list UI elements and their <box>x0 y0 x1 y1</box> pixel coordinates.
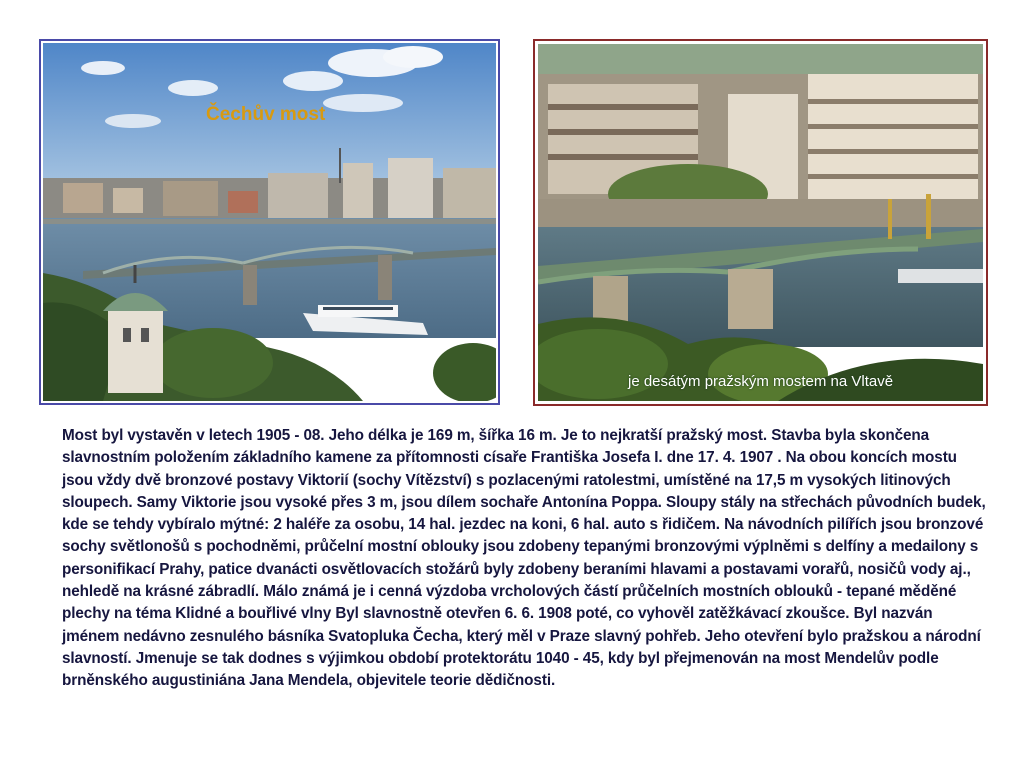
bridge-closeup-photo <box>533 39 988 406</box>
bridge-closeup-image <box>538 44 983 401</box>
bridge-panorama-image <box>43 43 496 401</box>
photo-caption: je desátým pražským mostem na Vltavě <box>628 373 894 390</box>
bridge-panorama-photo <box>39 39 500 405</box>
slide-title: Čechův most <box>206 104 326 125</box>
description-text: Most byl vystavěn v letech 1905 - 08. Jeho délka je 169 m, šířka 16 m. Je to nejkratší pražský most. Stavba byla skončena slavnostním položením základního kamene za přítomnosti císaře Františka Josefa I. dne 17. 4. 1907 . Na obou koncích mostu jsou vždy dvě bronzové postavy Viktorií (sochy Vítězství) s pozlacenými ratolestmi, umístěné na 17,5 m vysokých litinových sloupech. Samy Viktorie jsou vysoké přes 3 m, jsou dílem sochaře Antonína Poppa. Sloupy stály na střechách původních budek, kde se tehdy vybíralo mýtné: 2 haléře za osobu, 14 hal. jezdec na koni, 6 hal. auto s řidičem. Na návodních pilířích jsou bronzové sochy světlonošů s pochodněmi, průčelní mostní oblouky jsou zdobeny tepanými bronzovými výplněmi s delfíny a medailony s personifikací Prahy, patice dvanácti osvětlovacích stožárů byly zdobeny beraními hlavami a postavami vorařů, nosičů vody aj., nehledě na krásné zábradlí. Málo známá je i cenná výzdoba vrcholových částí průčelních mostních oblouků - tepané měděné plechy na téma Klidné a bouřlivé vlny Byl slavnostně otevřen 6. 6. 1908 poté, co vyhověl zatěžkávací zkoušce. Byl nazván jménem nedávno zesnulého básníka Svatopluka Čecha, který měl v Praze slavný pohřeb. Jeho otevření bylo pražskou a národní slavností. Jmenuje se tak dodnes s výjimkou období protektorátu 1040 - 45, kdy byl přejmenován na most Mendelův podle brněnského augustiniána Jana Mendela, objevitele teorie dědičnosti. <box>62 427 986 690</box>
